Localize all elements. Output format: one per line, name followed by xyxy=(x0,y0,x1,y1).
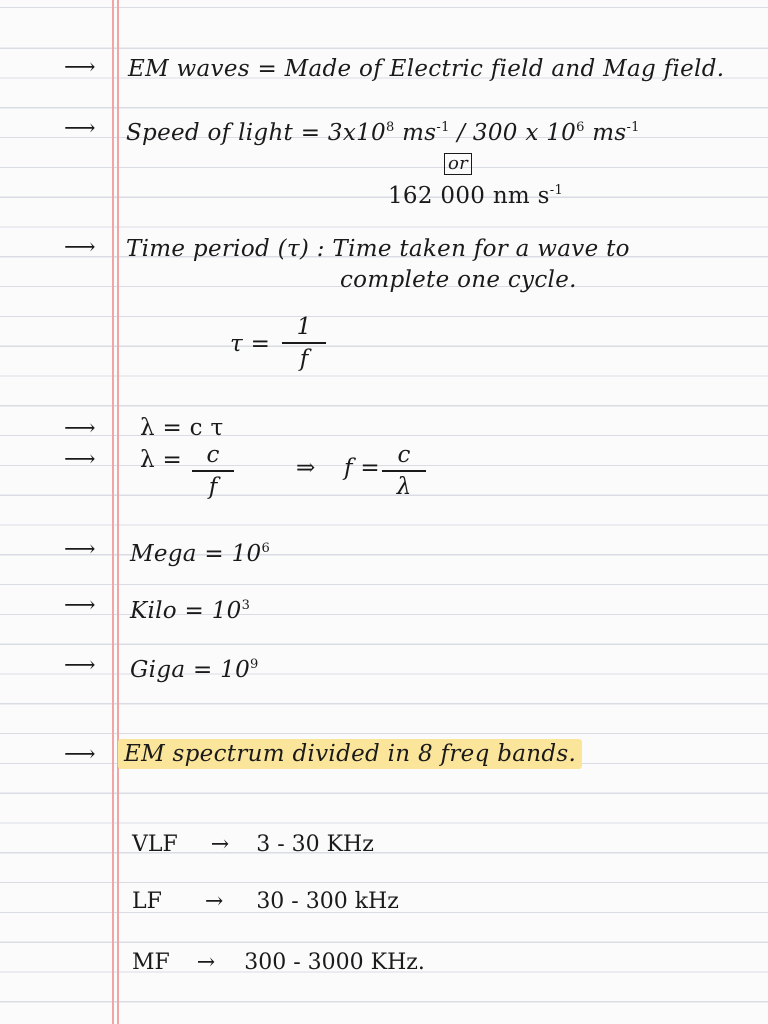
fraction-bar xyxy=(192,470,234,472)
band-range: 30 - 300 kHz xyxy=(256,889,399,914)
fraction-bar xyxy=(282,342,326,344)
lambda-numerator: c xyxy=(206,442,220,468)
speed-exp1: 8 xyxy=(385,120,395,135)
band-name: MF xyxy=(132,950,170,975)
tau-lhs: τ = xyxy=(230,331,271,357)
band-arrow: → xyxy=(210,832,230,857)
band-arrow: → xyxy=(196,950,216,975)
lambda-fraction xyxy=(192,442,234,500)
lambda-denominator: f xyxy=(208,473,218,500)
band-row xyxy=(132,832,374,857)
lambda-c-tau: λ = c τ xyxy=(140,415,224,441)
bullet-arrow: ⟶ xyxy=(64,235,96,260)
giga-text: Giga = 10 xyxy=(130,657,251,683)
band-range: 300 - 3000 KHz. xyxy=(244,950,425,975)
tau-denominator: f xyxy=(299,345,309,372)
tau-numerator: 1 xyxy=(296,314,312,340)
bullet-arrow: ⟶ xyxy=(64,593,96,618)
freq-lhs: f = xyxy=(344,455,380,481)
bullet-arrow: ⟶ xyxy=(64,116,96,141)
or-box-wrap xyxy=(444,148,472,176)
band-arrow: → xyxy=(204,889,224,914)
time-period-line2: complete one cycle. xyxy=(340,267,577,293)
fraction-bar xyxy=(382,470,426,472)
mega-note xyxy=(130,535,270,568)
giga-note xyxy=(130,651,259,684)
band-row xyxy=(132,889,399,914)
speed-alt: / 300 x 10 xyxy=(449,120,577,146)
bullet-arrow: ⟶ xyxy=(64,653,96,678)
bullet-arrow: ⟶ xyxy=(64,416,96,441)
speed-unit1-exp: -1 xyxy=(436,120,450,135)
margin-line xyxy=(117,0,119,1024)
bullet-arrow: ⟶ xyxy=(64,447,96,472)
bullet-arrow: ⟶ xyxy=(64,537,96,562)
speed-of-light-note xyxy=(126,114,640,147)
band-row xyxy=(132,950,425,975)
margin-line xyxy=(112,0,114,1024)
mega-exp: 6 xyxy=(261,541,271,556)
freq-fraction xyxy=(382,442,426,500)
freq-numerator: c xyxy=(397,442,411,468)
em-spectrum-note xyxy=(118,740,582,768)
highlighted-text: EM spectrum divided in 8 freq bands. xyxy=(118,739,582,769)
bullet-arrow: ⟶ xyxy=(64,742,96,767)
speed-lead: Speed of light = 3x10 xyxy=(126,120,386,146)
lambda-lhs: λ = xyxy=(140,447,183,473)
speed-unit2: ms xyxy=(584,120,627,146)
speed-nm-value xyxy=(388,177,563,210)
tau-fraction xyxy=(282,314,326,372)
or-box: or xyxy=(444,153,472,175)
time-period-line1: Time period (τ) : Time taken for a wave to xyxy=(126,236,630,262)
speed-third: 162 000 nm s xyxy=(388,183,550,209)
kilo-note xyxy=(130,592,250,625)
bullet-arrow: ⟶ xyxy=(64,55,96,80)
em-waves-note: EM waves = Made of Electric field and Mag field. xyxy=(128,56,725,82)
speed-unit2-exp: -1 xyxy=(626,120,640,135)
speed-unit1: ms xyxy=(394,120,437,146)
kilo-text: Kilo = 10 xyxy=(130,598,242,624)
band-name: LF xyxy=(132,889,162,914)
band-range: 3 - 30 KHz xyxy=(256,832,374,857)
giga-exp: 9 xyxy=(250,657,259,672)
mega-text: Mega = 10 xyxy=(130,541,262,567)
speed-third-exp: -1 xyxy=(549,183,564,198)
kilo-exp: 3 xyxy=(241,598,251,613)
speed-exp2: 6 xyxy=(576,120,585,135)
band-name: VLF xyxy=(132,832,178,857)
implies-symbol: ⇒ xyxy=(296,455,316,481)
freq-denominator: λ xyxy=(396,473,412,500)
